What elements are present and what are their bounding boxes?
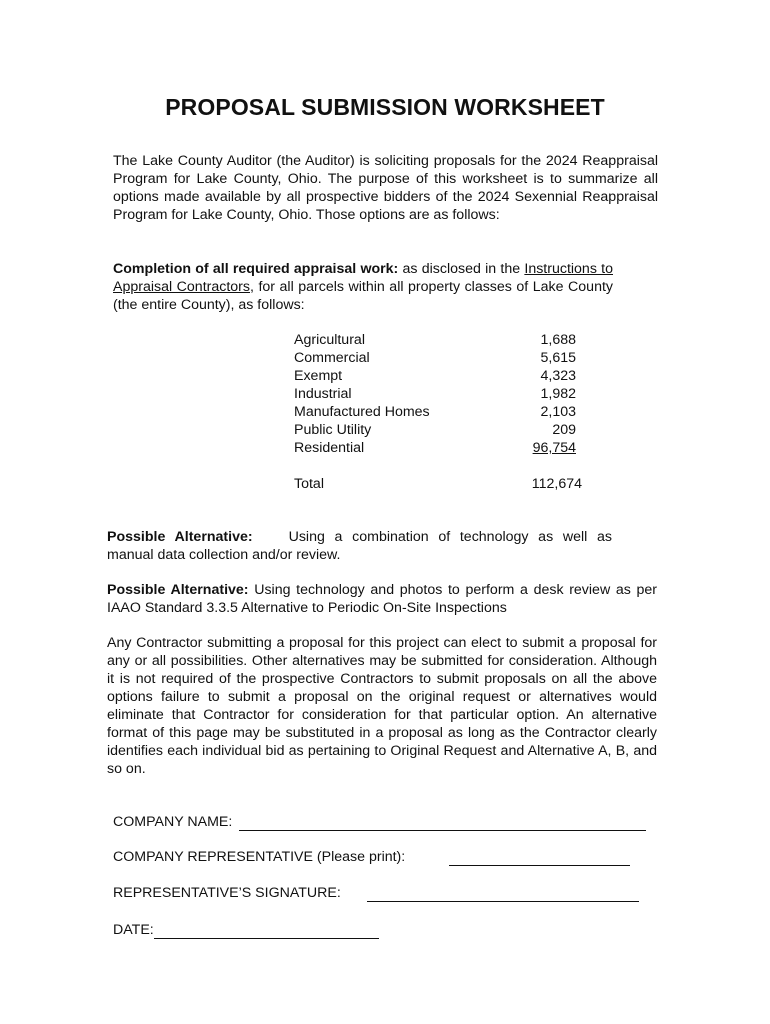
parcel-class-label: Residential xyxy=(294,440,365,456)
table-row xyxy=(294,385,576,403)
alternative-2-text: Using technology and photos to perform a desk review as per IAAO Standard 3.3.5 Alternative to Periodic On-Site Inspections xyxy=(107,582,657,616)
page-title: PROPOSAL SUBMISSION WORKSHEET xyxy=(165,94,605,120)
signature-field xyxy=(113,884,639,902)
parcel-class-label: Commercial xyxy=(294,350,370,366)
total-value: 112,674 xyxy=(531,476,582,492)
alternative-1-text: Using a combination of technology as well as manual data collection and/or review. xyxy=(107,529,612,563)
table-row xyxy=(294,349,576,367)
company-name-label: COMPANY NAME: xyxy=(113,814,233,830)
alternative-1-paragraph xyxy=(107,528,612,564)
parcel-count-value: 5,615 xyxy=(540,350,576,366)
parcel-class-label: Industrial xyxy=(294,386,352,402)
completion-paragraph xyxy=(113,260,613,314)
table-row xyxy=(294,439,576,457)
table-row xyxy=(294,367,576,385)
date-label: DATE: xyxy=(113,922,154,938)
parcel-count-value: 96,754 xyxy=(532,440,576,456)
parcel-class-label: Public Utility xyxy=(294,422,372,438)
date-field xyxy=(113,921,379,939)
completion-text-before: as disclosed in the xyxy=(398,261,525,277)
alternative-2-heading: Possible Alternative: xyxy=(107,582,249,598)
date-input-line[interactable] xyxy=(154,924,379,939)
table-row xyxy=(294,421,576,439)
table-row xyxy=(294,403,576,421)
alternative-1-heading: Possible Alternative: xyxy=(107,529,253,545)
total-label: Total xyxy=(294,476,324,492)
closing-paragraph: Any Contractor submitting a proposal for this project can elect to submit a proposal for any or all possibilities. Other alternatives may be submitted for consideration. Although it is not required of the prospective Contractors to submit proposals on all the above options failure to submit a proposal on the original request or alternatives would eliminate that Contractor for consideration for that particular option. An alternative format of this page may be substituted in a proposal as long as the Contractor clearly identifies each individual bid as pertaining to Original Request and Alternative A, B, and so on. xyxy=(107,635,657,777)
company-representative-input-line[interactable] xyxy=(449,851,630,866)
intro-paragraph: The Lake County Auditor (the Auditor) is soliciting proposals for the 2024 Reappraisal Program for Lake County, Ohio. The purpose of this worksheet is to summarize all options made available by all prospective bidders of the 2024 Sexennial Reappraisal Program for Lake County, Ohio. Those options are as follows: xyxy=(113,153,658,223)
completion-heading: Completion of all required appraisal work: xyxy=(113,261,399,277)
table-row xyxy=(294,331,576,349)
parcel-count-table xyxy=(294,331,582,493)
parcel-count-value: 2,103 xyxy=(540,404,576,420)
total-row xyxy=(294,475,582,493)
parcel-class-label: Exempt xyxy=(294,368,343,384)
parcel-count-value: 1,982 xyxy=(540,386,576,402)
completion-text-after: , for all parcels within all property classes of Lake County (the entire County), as follows: xyxy=(113,279,613,313)
parcel-count-value: 4,323 xyxy=(540,368,576,384)
company-representative-label: COMPANY REPRESENTATIVE (Please print): xyxy=(113,849,406,865)
parcel-count-value: 209 xyxy=(552,422,576,438)
parcel-class-label: Manufactured Homes xyxy=(294,404,430,420)
company-name-field xyxy=(113,813,646,831)
alternative-2-paragraph xyxy=(107,581,657,617)
parcel-class-label: Agricultural xyxy=(294,332,365,348)
parcel-count-value: 1,688 xyxy=(540,332,576,348)
company-name-input-line[interactable] xyxy=(239,816,646,831)
signature-label: REPRESENTATIVE’S SIGNATURE: xyxy=(113,885,341,901)
instructions-link[interactable]: Instructions to Appraisal Contractors xyxy=(113,261,613,295)
signature-input-line[interactable] xyxy=(367,887,639,902)
company-representative-field xyxy=(113,848,630,866)
